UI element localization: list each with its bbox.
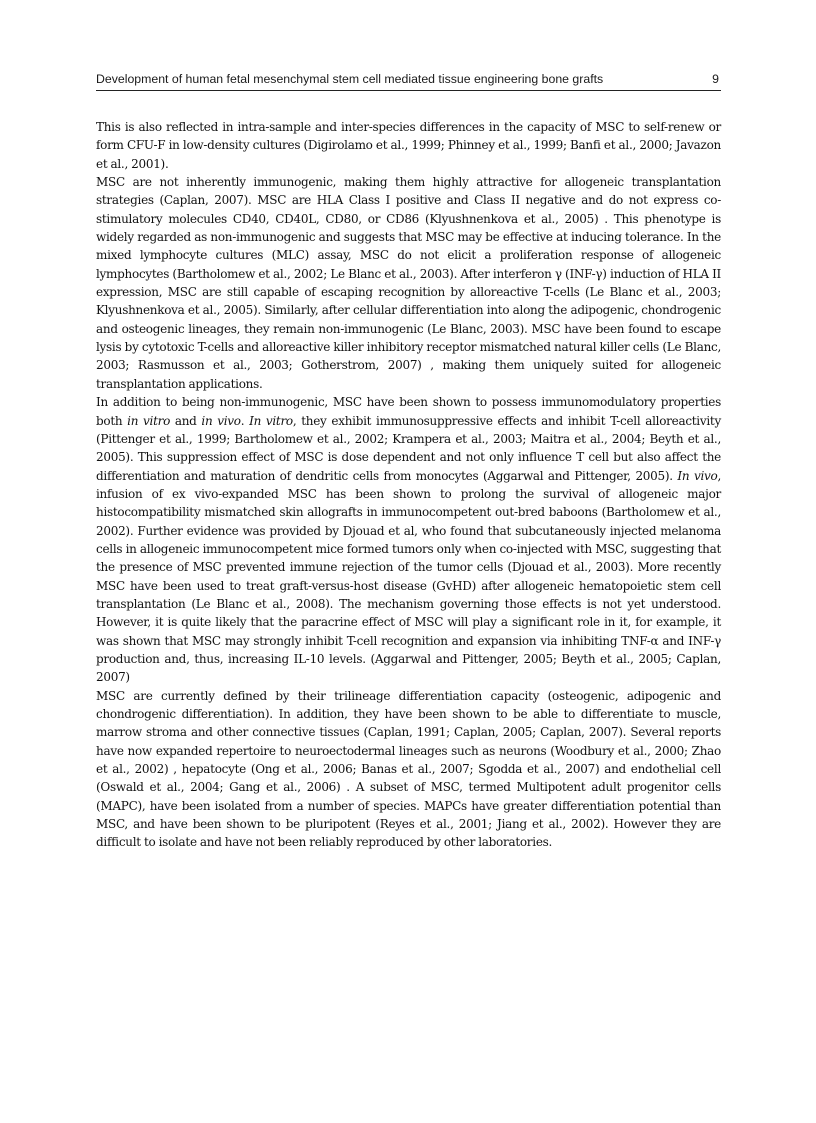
paragraph-msc-differentiation: MSC are currently defined by their trilineage differentiation capacity (osteogenic, adipogenic and chondrogenic differentiation). In addition, they have been shown to be able to differentiate to muscle, marrow stroma and other connective tissues (Caplan, 1991; Caplan, 2005; Caplan, 2007). Several reports have now expanded repertoire to neuroectodermal lineages such as neurons (Woodbury et al., 2000; Zhao et al., 2002) , hepatocyte (Ong et al., 2006; Banas et al., 2007; Sgodda et al., 2007) and endothelial cell (Oswald et al., 2004; Gang et al., 2006) . A subset of MSC, termed Multipotent adult progenitor cells (MAPC), have been isolated from a number of species. MAPCs have greater differentiation potential than MSC, and have been shown to be pluripotent (Reyes et al., 2001; Jiang et al., 2002). However they are difficult to isolate and have not been reliably reproduced by other laboratories. [96,688,721,850]
italic-term: in vitro [127,413,171,428]
body-text [96,118,721,852]
italic-term: In vitro [249,413,293,428]
text-run: , infusion of ex vivo-expanded MSC has been shown to prolong the survival of allogeneic major histocompatibility mismatched skin allografts in immunocompetent out-bred baboons (Bartholomew et al., 2002). Further evidence was provided by Djouad et al, who found that subcutaneously injected melanoma cells in allogeneic immunocompetent mice formed tumors only when co-injected with MSC, suggesting that the presence of MSC prevented immune rejection of the tumor cells (Djouad et al., 2003). More recently MSC have been used to treat graft-versus-host disease (GvHD) after allogeneic hematopoietic stem cell transplantation (Le Blanc et al., 2008). The mechanism governing those effects is not yet understood. However, it is quite likely that the paracrine effect of MSC will play a significant role in it, for example, it was shown that MSC may strongly inhibit T-cell recognition and expansion via inhibiting TNF-α and INF-γ production and, thus, increasing IL-10 levels. (Aggarwal and Pittenger, 2005; Beyth et al., 2005; Caplan, 2007) [96,468,721,685]
paragraph-msc-immunomodulation [96,393,721,687]
text-run: In addition to being non-immunogenic, MSC have been shown to possess immunomodulatory properties both [96,395,721,428]
running-header-title: Development of human fetal mesenchymal stem cell mediated tissue engineering bone grafts [96,72,604,86]
text-run: , they exhibit immunosuppressive effects and inhibit T-cell alloreactivity (Pittenger et al., 1999; Bartholomew et al., 2002; Krampera et al., 2003; Maitra et al., 2004; Beyth et al., 2005). This suppression effect of MSC is dose dependent and not only influence T cell but also affect the differentiation and maturation of dendritic cells from monocytes (Aggarwal and Pittenger, 2005). [96,413,721,483]
paragraph-msc-variability: This is also reflected in intra-sample and inter-species differences in the capacity of MSC to self-renew or form CFU-F in low-density cultures (Digirolamo et al., 1999; Phinney et al., 1999; Banfi et al., 2000; Javazon et al., 2001). [96,120,721,171]
paragraph-msc-immunogenicity: MSC are not inherently immunogenic, making them highly attractive for allogeneic transplantation strategies (Caplan, 2007). MSC are HLA Class I positive and Class II negative and do not express co-stimulatory molecules CD40, CD40L, CD80, or CD86 (Klyushnenkova et al., 2005) . This phenotype is widely regarded as non-immunogenic and suggests that MSC may be effective at inducing tolerance. In the mixed lymphocyte cultures (MLC) assay, MSC do not elicit a proliferation response of allogeneic lymphocytes (Bartholomew et al., 2002; Le Blanc et al., 2003). After interferon γ (INF-γ) induction of HLA II expression, MSC are still capable of escaping recognition by alloreactive T-cells (Le Blanc et al., 2003; Klyushnenkova et al., 2005). Similarly, after cellular differentiation into along the adipogenic, chondrogenic and osteogenic lineages, they remain non-immunogenic (Le Blanc, 2003). MSC have been found to escape lysis by cytotoxic T-cells and alloreactive killer inhibitory receptor mismatched natural killer cells (Le Blanc, 2003; Rasmusson et al., 2003; Gotherstrom, 2007) , making them uniquely suited for allogeneic transplantation applications. [96,175,721,391]
italic-term: In vivo [677,468,718,483]
text-run: . [240,413,250,428]
running-header [96,70,721,91]
text-run: and [170,413,202,428]
italic-term: in vivo [201,413,241,428]
page-number: 9 [712,72,719,86]
